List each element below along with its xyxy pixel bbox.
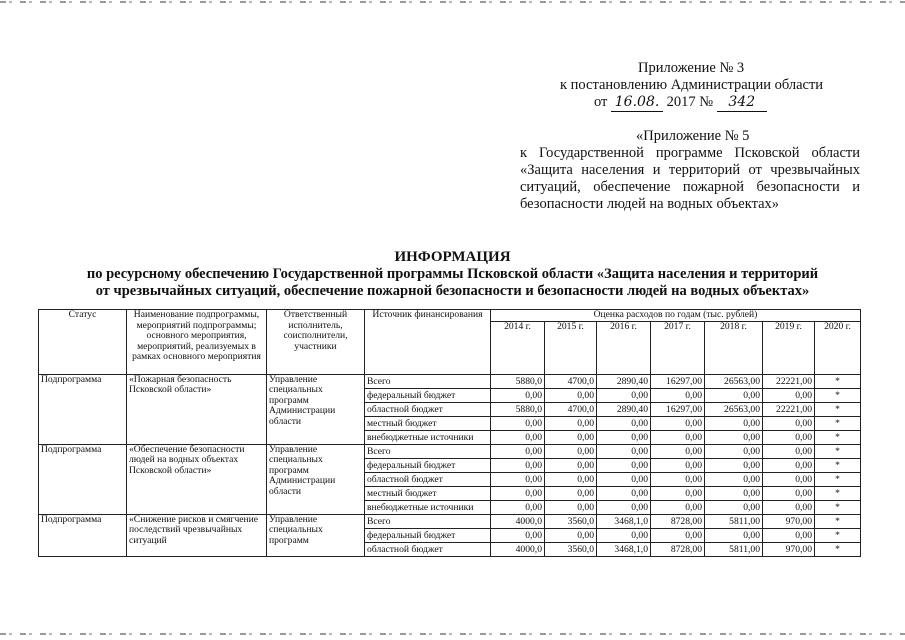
funding-source-cell: местный бюджет xyxy=(365,486,491,500)
funding-source-cell: федеральный бюджет xyxy=(365,388,491,402)
value-cell: 0,00 xyxy=(763,472,815,486)
value-2020-cell: * xyxy=(815,374,861,388)
value-2020-cell: * xyxy=(815,430,861,444)
value-cell: 0,00 xyxy=(597,416,651,430)
value-2020-cell: * xyxy=(815,416,861,430)
value-cell: 0,00 xyxy=(651,388,705,402)
table-row xyxy=(39,374,861,388)
value-cell: 0,00 xyxy=(491,458,545,472)
value-cell: 26563,00 xyxy=(705,374,763,388)
table-body xyxy=(39,374,861,556)
program-name-cell: «Обеспечение безопасности людей на водных объектах Псковской области» xyxy=(127,444,267,514)
header-year: 2014 г. xyxy=(491,321,545,374)
value-cell: 2890,40 xyxy=(597,402,651,416)
value-cell: 0,00 xyxy=(705,444,763,458)
value-cell: 0,00 xyxy=(491,388,545,402)
funding-source-cell: федеральный бюджет xyxy=(365,458,491,472)
header-name: Наименование подпрограммы, мероприятий подпрограммы; основного мероприятия, мероприятий, реализуемых в рамках основного мероприятия xyxy=(127,310,267,375)
value-cell: 0,00 xyxy=(763,430,815,444)
value-cell: 16297,00 xyxy=(651,402,705,416)
value-cell: 0,00 xyxy=(597,430,651,444)
value-cell: 0,00 xyxy=(597,528,651,542)
header-year: 2017 г. xyxy=(651,321,705,374)
funding-source-cell: Всего xyxy=(365,374,491,388)
value-cell: 0,00 xyxy=(491,444,545,458)
responsible-cell: Управление специальных программ Администрации области xyxy=(267,374,365,444)
value-cell: 0,00 xyxy=(491,430,545,444)
header-year: 2016 г. xyxy=(597,321,651,374)
funding-source-cell: федеральный бюджет xyxy=(365,528,491,542)
value-cell: 26563,00 xyxy=(705,402,763,416)
funding-source-cell: Всего xyxy=(365,514,491,528)
value-cell: 0,00 xyxy=(545,416,597,430)
value-cell: 0,00 xyxy=(651,472,705,486)
value-cell: 4000,0 xyxy=(491,514,545,528)
title-sub-1: по ресурсному обеспечению Государственной программы Псковской области «Защита населения и территорий xyxy=(86,266,819,282)
appendix-5-title: «Приложение № 5 xyxy=(636,128,750,144)
value-cell: 0,00 xyxy=(651,458,705,472)
header-source: Источник финансирования xyxy=(365,310,491,375)
value-cell: 0,00 xyxy=(491,500,545,514)
value-cell: 0,00 xyxy=(545,388,597,402)
header-responsible: Ответственный исполнитель, соисполнители, участники xyxy=(267,310,365,375)
value-cell: 0,00 xyxy=(763,486,815,500)
value-cell: 0,00 xyxy=(597,444,651,458)
value-cell: 0,00 xyxy=(651,528,705,542)
status-cell: Подпрограмма xyxy=(39,444,127,514)
value-cell: 3468,1,0 xyxy=(597,514,651,528)
value-cell: 16297,00 xyxy=(651,374,705,388)
funding-source-cell: внебюджетные источники xyxy=(365,500,491,514)
value-cell: 0,00 xyxy=(651,500,705,514)
value-cell: 3560,0 xyxy=(545,542,597,556)
funding-source-cell: областной бюджет xyxy=(365,472,491,486)
value-cell: 0,00 xyxy=(705,500,763,514)
value-cell: 0,00 xyxy=(545,430,597,444)
header-status: Статус xyxy=(39,310,127,375)
value-cell: 8728,00 xyxy=(651,514,705,528)
status-cell: Подпрограмма xyxy=(39,374,127,444)
title-sub-2: от чрезвычайных ситуаций, обеспечение пожарной безопасности и безопасности людей на водных объектах» xyxy=(95,283,810,299)
value-2020-cell: * xyxy=(815,402,861,416)
header-year: 2018 г. xyxy=(705,321,763,374)
value-2020-cell: * xyxy=(815,486,861,500)
value-cell: 0,00 xyxy=(705,472,763,486)
value-cell: 0,00 xyxy=(763,500,815,514)
appendix-3-date-line xyxy=(560,94,860,112)
document-title xyxy=(0,249,905,300)
value-2020-cell: * xyxy=(815,388,861,402)
value-cell: 0,00 xyxy=(651,444,705,458)
value-cell: 22221,00 xyxy=(763,374,815,388)
responsible-cell: Управление специальных программ Администрации области xyxy=(267,444,365,514)
value-2020-cell: * xyxy=(815,542,861,556)
value-2020-cell: * xyxy=(815,528,861,542)
value-cell: 2890,40 xyxy=(597,374,651,388)
resource-table xyxy=(38,309,861,557)
status-cell: Подпрограмма xyxy=(39,514,127,556)
value-cell: 970,00 xyxy=(763,542,815,556)
funding-source-cell: Всего xyxy=(365,444,491,458)
appendix-5-block xyxy=(520,128,860,213)
value-cell: 0,00 xyxy=(545,458,597,472)
value-cell: 0,00 xyxy=(705,388,763,402)
value-cell: 5811,00 xyxy=(705,542,763,556)
title-main: ИНФОРМАЦИЯ xyxy=(394,249,511,265)
value-cell: 0,00 xyxy=(763,444,815,458)
value-cell: 0,00 xyxy=(763,458,815,472)
decree-date: 16.08. xyxy=(611,94,663,112)
value-cell: 22221,00 xyxy=(763,402,815,416)
header-year: 2019 г. xyxy=(763,321,815,374)
program-name-cell: «Пожарная безопасность Псковской области» xyxy=(127,374,267,444)
funding-source-cell: областной бюджет xyxy=(365,542,491,556)
value-cell: 0,00 xyxy=(705,430,763,444)
table-row xyxy=(39,444,861,458)
funding-source-cell: местный бюджет xyxy=(365,416,491,430)
value-cell: 0,00 xyxy=(491,528,545,542)
value-cell: 0,00 xyxy=(597,458,651,472)
value-cell: 4700,0 xyxy=(545,402,597,416)
value-cell: 0,00 xyxy=(597,472,651,486)
value-cell: 0,00 xyxy=(597,388,651,402)
value-cell: 0,00 xyxy=(545,444,597,458)
value-cell: 3468,1,0 xyxy=(597,542,651,556)
value-cell: 5811,00 xyxy=(705,514,763,528)
value-cell: 5880,0 xyxy=(491,374,545,388)
value-cell: 0,00 xyxy=(763,388,815,402)
scan-edge-top xyxy=(0,1,905,3)
value-2020-cell: * xyxy=(815,500,861,514)
appendix-3-decree: к постановлению Администрации области xyxy=(560,77,824,93)
responsible-cell: Управление специальных программ xyxy=(267,514,365,556)
value-2020-cell: * xyxy=(815,514,861,528)
value-cell: 0,00 xyxy=(491,472,545,486)
value-cell: 0,00 xyxy=(705,486,763,500)
value-cell: 0,00 xyxy=(763,528,815,542)
value-cell: 0,00 xyxy=(597,500,651,514)
value-cell: 0,00 xyxy=(597,486,651,500)
value-cell: 0,00 xyxy=(651,416,705,430)
header-year: 2015 г. xyxy=(545,321,597,374)
scan-edge-bottom xyxy=(0,633,905,635)
value-2020-cell: * xyxy=(815,444,861,458)
value-cell: 0,00 xyxy=(491,486,545,500)
value-cell: 4700,0 xyxy=(545,374,597,388)
value-cell: 0,00 xyxy=(545,472,597,486)
value-cell: 0,00 xyxy=(545,528,597,542)
appendix-5-body: к Государственной программе Псковской области «Защита населения и территорий от чрезвычайных ситуаций, обеспечение пожарной безопасности и безопасности людей на водных объектах» xyxy=(520,145,860,212)
header-year: 2020 г. xyxy=(815,321,861,374)
value-cell: 8728,00 xyxy=(651,542,705,556)
value-cell: 0,00 xyxy=(545,500,597,514)
value-cell: 0,00 xyxy=(651,430,705,444)
value-cell: 970,00 xyxy=(763,514,815,528)
program-name-cell: «Снижение рисков и смягчение последствий чрезвычайных ситуаций xyxy=(127,514,267,556)
value-cell: 5880,0 xyxy=(491,402,545,416)
appendix-3-block xyxy=(560,60,860,112)
value-cell: 0,00 xyxy=(705,416,763,430)
value-cell: 3560,0 xyxy=(545,514,597,528)
value-cell: 0,00 xyxy=(545,486,597,500)
value-cell: 0,00 xyxy=(763,416,815,430)
value-cell: 0,00 xyxy=(705,458,763,472)
from-label: от xyxy=(594,94,608,110)
value-cell: 0,00 xyxy=(491,416,545,430)
value-cell: 4000,0 xyxy=(491,542,545,556)
decree-number: 342 xyxy=(717,94,767,112)
value-cell: 0,00 xyxy=(651,486,705,500)
appendix-3-title: Приложение № 3 xyxy=(638,60,745,76)
value-2020-cell: * xyxy=(815,472,861,486)
funding-source-cell: внебюджетные источники xyxy=(365,430,491,444)
header-estimate: Оценка расходов по годам (тыс. рублей) xyxy=(491,310,861,322)
table-row xyxy=(39,514,861,528)
value-2020-cell: * xyxy=(815,458,861,472)
value-cell: 0,00 xyxy=(705,528,763,542)
funding-source-cell: областной бюджет xyxy=(365,402,491,416)
decree-year: 2017 № xyxy=(666,94,714,110)
